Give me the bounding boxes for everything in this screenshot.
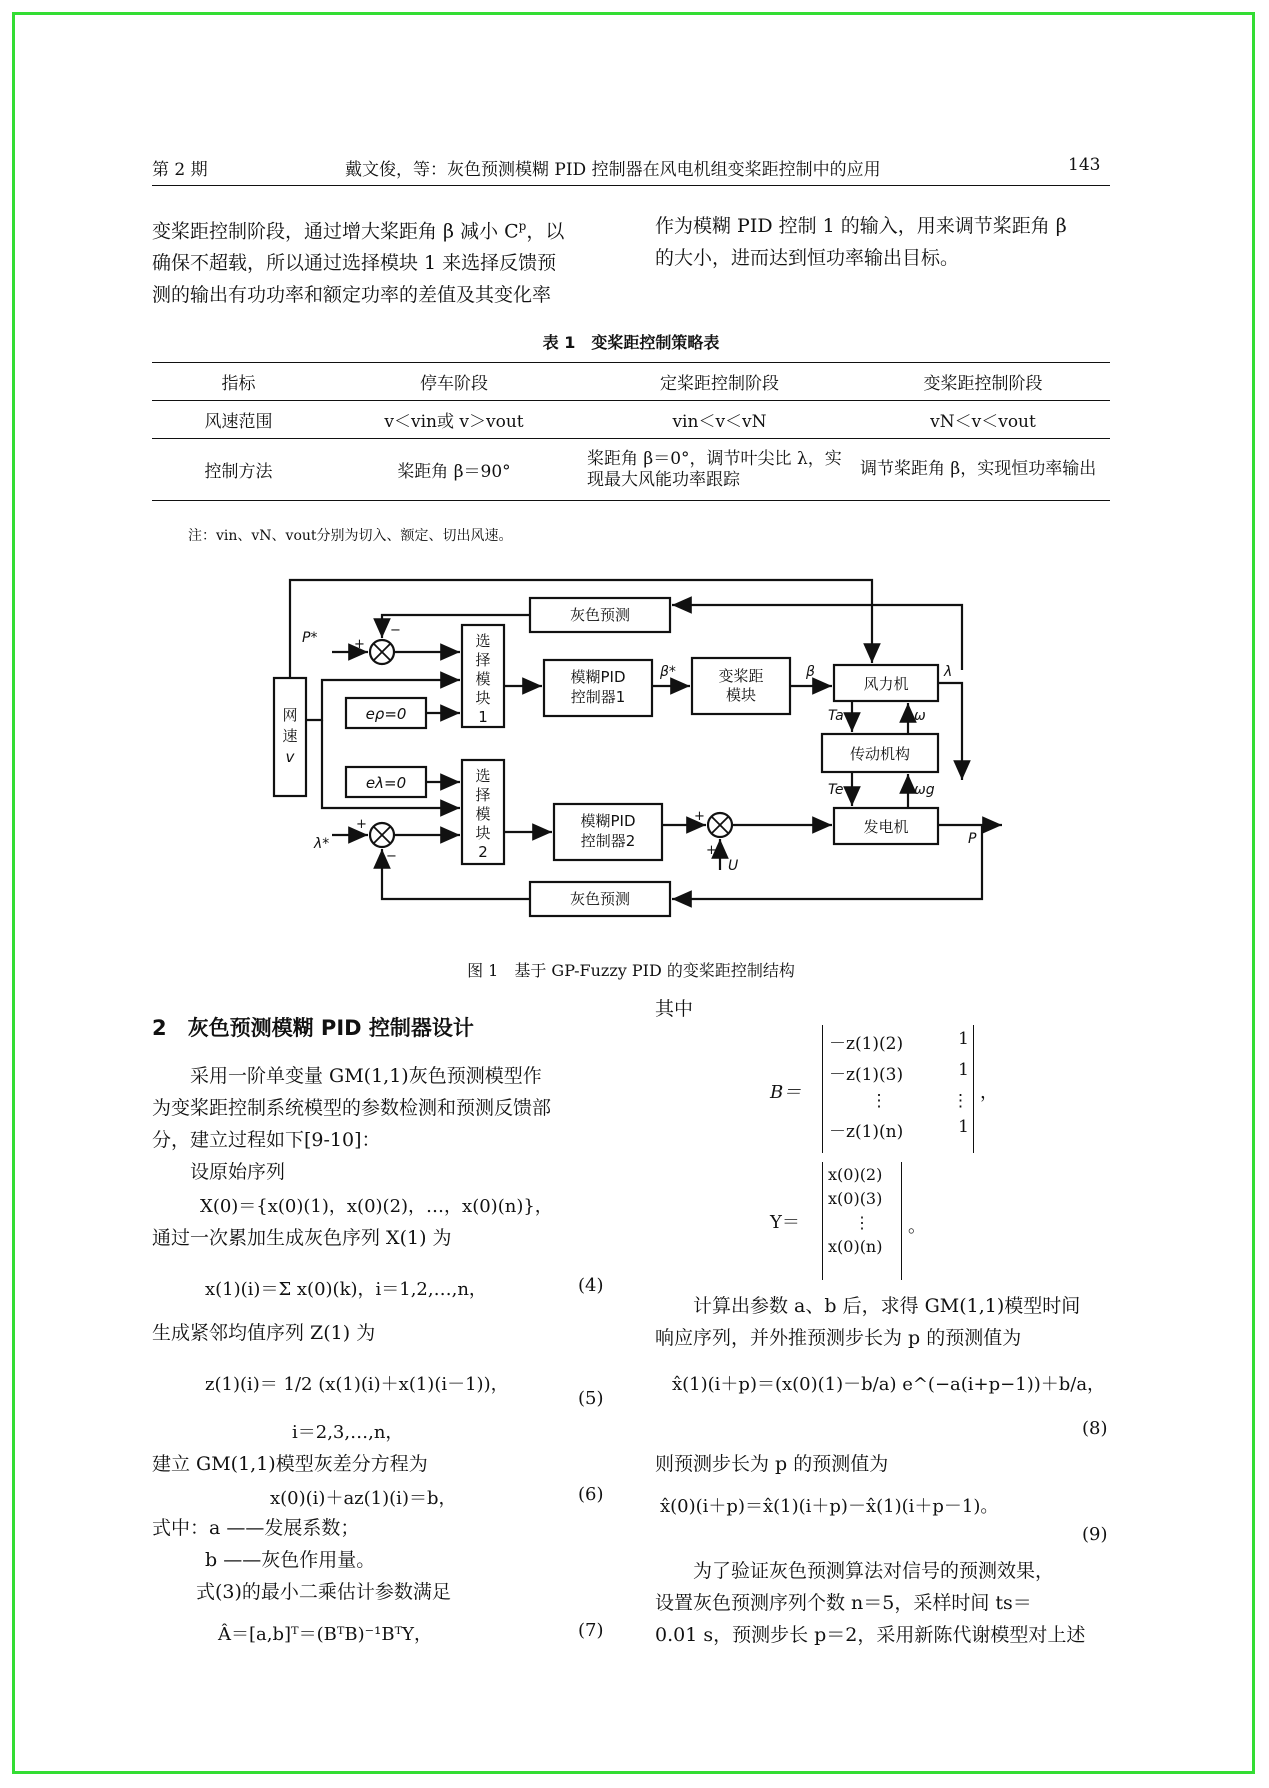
beta-star-label: β* (660, 664, 676, 680)
wind-label: 网 (282, 706, 298, 724)
te-label: Te (828, 782, 844, 798)
text-line: 其中 (655, 998, 694, 1020)
matrix-y: x(0)(2) x(0)(3) ⋮ x(0)(n) (822, 1162, 902, 1280)
p-star-label: P* (302, 630, 318, 646)
select1-label: 1 (478, 708, 488, 726)
select2-label: 择 (475, 786, 491, 804)
matrix-b-end: ， (980, 1082, 998, 1103)
beta-label: β (806, 664, 815, 680)
equation-6: x(0)(i)＋az(1)(i)＝b， (270, 1488, 457, 1509)
equation-7: Â＝[a,b]ᵀ＝(BᵀB)⁻¹BᵀY， (218, 1624, 433, 1645)
plus-sign: + (354, 637, 365, 652)
fuzzy1-label: 模糊PID (570, 668, 626, 686)
calc-paragraph: 计算出参数 a、b 后，求得 GM(1,1)模型时间 响应序列，并外推预测步长为 p 的预测值为 (655, 1295, 1081, 1349)
matrix-b-label: B＝ (770, 1082, 802, 1103)
text-line: 建立 GM(1,1)模型灰差分方程为 (152, 1453, 428, 1475)
table-row: 风速范围 v＜vin或 v＞vout vin＜v＜vN vN＜v＜vout (152, 401, 1110, 439)
top-right-paragraph: 作为模糊 PID 控制 1 的输入，用来调节桨距角 β 的大小，进而达到恒功率输出目标。 (655, 215, 1067, 269)
ta-label: Ta (828, 708, 844, 724)
text-line: b ——灰色作用量。 (205, 1549, 376, 1571)
plus-sign: + (356, 817, 367, 832)
u-label: U (728, 858, 739, 874)
lambda-label: λ (944, 664, 953, 680)
fuzzy2-label: 控制器2 (580, 832, 636, 850)
equation-4-number: (4) (578, 1275, 604, 1296)
minus-sign: − (386, 849, 397, 864)
table-note: 注：vin、vN、vout分别为切入、额定、切出风速。 (188, 528, 513, 544)
select2-label: 选 (475, 767, 491, 785)
turbine-label: 风力机 (863, 675, 909, 693)
page-number: 143 (1068, 155, 1101, 175)
select2-label: 2 (478, 843, 488, 861)
equation-x0: X(0)＝{x(0)(1)，x(0)(2)，…，x(0)(n)}， (200, 1196, 553, 1217)
wind-label: 速 (282, 727, 298, 745)
block-diagram (262, 570, 1022, 930)
fuzzy2-label: 模糊PID (580, 812, 636, 830)
verify-paragraph: 为了验证灰色预测算法对信号的预测效果， 设置灰色预测序列个数 n＝5，采样时间 ts＝ 0.01 s，预测步长 p＝2，采用新陈代谢模型对上述 (655, 1560, 1086, 1646)
top-left-paragraph: 变桨距控制阶段，通过增大桨距角 β 减小 $C^p$，以 确保不超载，所以通过选择模块 1 来选择反馈预 测的输出有功功率和额定功率的差值及其变化率 (152, 219, 565, 307)
select2-label: 块 (475, 824, 491, 842)
p-label: P (968, 831, 977, 847)
equation-5a: z(1)(i)＝ 1/2 (x(1)(i)＋x(1)(i－1))， (205, 1374, 509, 1395)
running-title: 戴文俊，等：灰色预测模糊 PID 控制器在风电机组变桨距控制中的应用 (345, 160, 881, 180)
omega-label: ω (914, 708, 926, 724)
equation-8: x̂(1)(i＋p)＝(x(0)(1)－b/a) e^(−a(i+p−1))＋b/a， (672, 1374, 1106, 1395)
header-rule (152, 185, 1110, 186)
select2-label: 模 (475, 805, 491, 823)
plus-sign: + (694, 809, 705, 824)
section-paragraph: 采用一阶单变量 GM(1,1)灰色预测模型作 为变桨距控制系统模型的参数检测和预测反馈部 分，建立过程如下[9-10]： 设原始序列 (152, 1065, 552, 1183)
minus-sign: − (390, 623, 401, 638)
pitch-label: 变桨距 (718, 667, 764, 685)
matrix-y-end: 。 (908, 1216, 926, 1237)
grey-top-label: 灰色预测 (569, 606, 631, 624)
table-row: 控制方法 桨距角 β＝90° 桨距角 β＝0°，调节叶尖比 λ，实现最大风能功率跟踪 调节桨距角 β，实现恒功率输出 (152, 439, 1110, 501)
select1-label: 选 (475, 632, 491, 650)
wind-label: v (285, 748, 295, 766)
equation-8-number: (8) (1082, 1418, 1108, 1439)
text-line: 则预测步长为 p 的预测值为 (655, 1453, 889, 1475)
omega-g-label: ωg (914, 782, 935, 798)
equation-7-number: (7) (578, 1620, 604, 1641)
generator-label: 发电机 (863, 818, 909, 836)
equation-6-number: (6) (578, 1484, 604, 1505)
table-header-row: 指标 停车阶段 定桨距控制阶段 变桨距控制阶段 (152, 363, 1110, 401)
matrix-b: －z(1)(2) 1 －z(1)(3) 1 ⋮ ⋮ －z(1)(n) 1 (822, 1025, 974, 1153)
select1-label: 块 (475, 689, 491, 707)
figure-caption: 图 1 基于 GP-Fuzzy PID 的变桨距控制结构 (467, 961, 795, 980)
equation-9: x̂(0)(i＋p)＝x̂(1)(i＋p)－x̂(1)(i＋p－1)。 (660, 1496, 999, 1517)
el-label: eλ=0 (365, 774, 407, 792)
equation-9-number: (9) (1082, 1524, 1108, 1545)
select1-label: 择 (475, 651, 491, 669)
text-line: 通过一次累加生成灰色序列 X(1) 为 (152, 1227, 452, 1249)
table-caption: 表 1 变桨距控制策略表 (542, 333, 720, 352)
pitch-label: 模块 (725, 686, 757, 704)
matrix-y-label: Y＝ (770, 1212, 800, 1233)
issue-label: 第 2 期 (152, 160, 208, 180)
text-line: 式中：a ——发展系数； (152, 1517, 360, 1539)
text-line: 式(3)的最小二乘估计参数满足 (196, 1581, 451, 1603)
ep-label: eρ=0 (365, 705, 407, 723)
text-line: 生成紧邻均值序列 Z(1) 为 (152, 1322, 376, 1344)
equation-4: x(1)(i)＝Σ x(0)(k)，i＝1,2,…,n， (205, 1279, 487, 1300)
strategy-table (152, 362, 1110, 501)
lambda-star-label: λ* (314, 836, 330, 852)
equation-5-number: (5) (578, 1388, 604, 1409)
section-title: 2 灰色预测模糊 PID 控制器设计 (152, 1016, 474, 1040)
drive-label: 传动机构 (849, 745, 911, 763)
equation-5b: i＝2,3,…,n， (292, 1422, 404, 1443)
grey-bottom-label: 灰色预测 (569, 890, 631, 908)
fuzzy1-label: 控制器1 (570, 688, 626, 706)
plus-sign: + (706, 843, 717, 858)
select1-label: 模 (475, 670, 491, 688)
